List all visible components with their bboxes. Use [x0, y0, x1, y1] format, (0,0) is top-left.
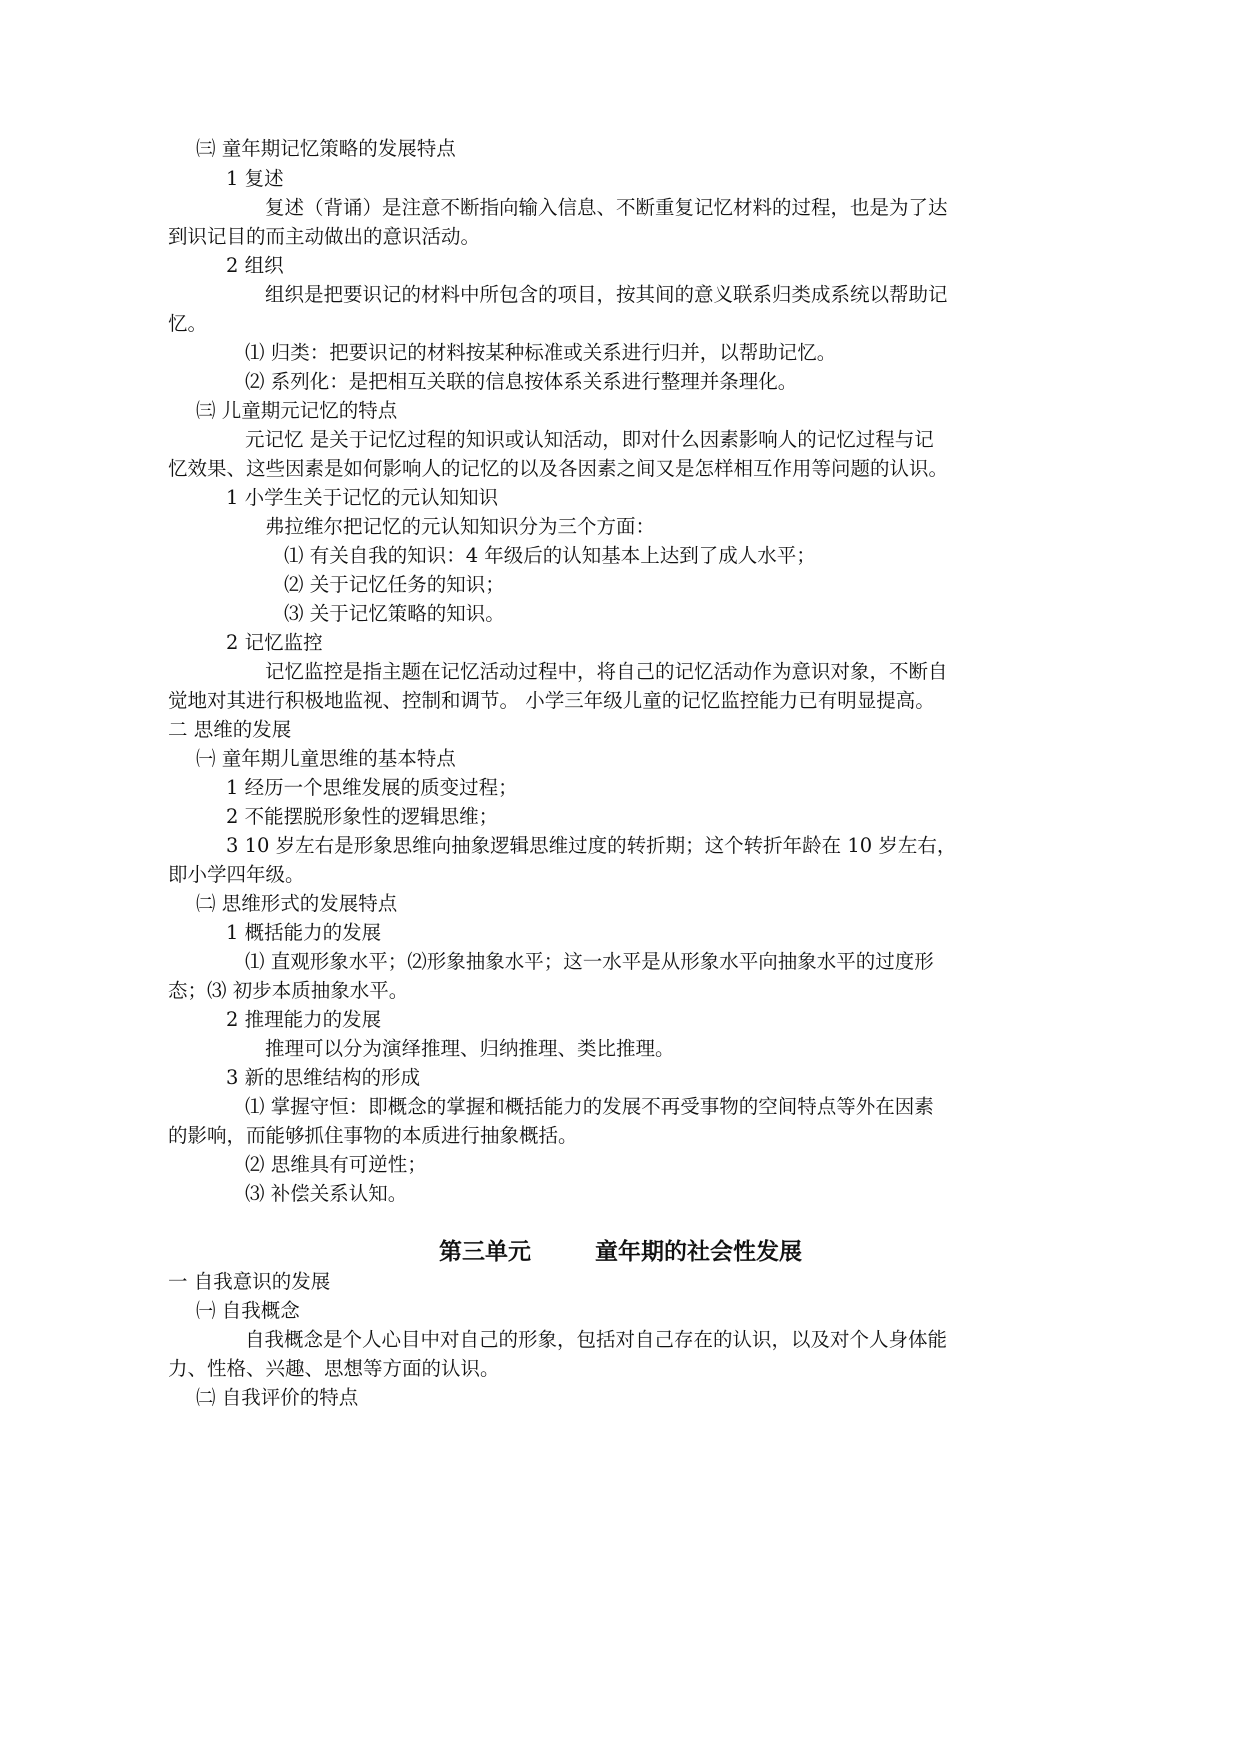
list-item: 3 10 岁左右是形象思维向抽象逻辑思维过度的转折期；这个转折年龄在 10 岁左右，: [226, 834, 957, 857]
list-item: ⑴ 归类：把要识记的材料按某种标准或关系进行归并，以帮助记忆。: [245, 341, 837, 364]
section-title: 第三单元 童年期的社会性发展: [438, 1238, 803, 1265]
paragraph-line: 记忆监控是指主题在记忆活动过程中，将自己的记忆活动作为意识对象，不断自: [265, 660, 948, 683]
heading-thinking-forms: ㈡ 思维形式的发展特点: [196, 892, 398, 915]
paragraph-line: 的影响，而能够抓住事物的本质进行抽象概括。: [168, 1124, 578, 1147]
heading-self-concept: ㈠ 自我概念: [196, 1299, 300, 1322]
paragraph-line: 即小学四年级。: [168, 863, 305, 886]
paragraph-line: 忆。: [168, 312, 208, 335]
heading-memory-strategy: ㈢ 童年期记忆策略的发展特点: [196, 137, 456, 160]
paragraph-line: 弗拉维尔把记忆的元认知知识分为三个方面：: [265, 515, 656, 538]
heading-self-awareness: 一 自我意识的发展: [168, 1270, 331, 1293]
paragraph-line: 忆效果、这些因素是如何影响人的记忆的以及各因素之间又是怎样相互作用等问题的认识。: [168, 457, 949, 480]
list-item: ⑵ 系列化：是把相互关联的信息按体系关系进行整理并条理化。: [245, 370, 798, 393]
subheading-organization: 2 组织: [226, 254, 284, 277]
list-item: ⑵ 思维具有可逆性；: [245, 1153, 427, 1176]
paragraph-line: 力、性格、兴趣、思想等方面的认识。: [168, 1357, 500, 1380]
list-item: 2 不能摆脱形象性的逻辑思维；: [226, 805, 499, 828]
list-item: ⑶ 补偿关系认知。: [245, 1182, 408, 1205]
paragraph-line: 复述（背诵）是注意不断指向输入信息、不断重复记忆材料的过程，也是为了达: [265, 196, 948, 219]
paragraph-line: 态；⑶ 初步本质抽象水平。: [168, 979, 409, 1002]
subheading-structure: 3 新的思维结构的形成: [226, 1066, 421, 1089]
subheading-generalization: 1 概括能力的发展: [226, 921, 382, 944]
paragraph-line: ⑴ 直观形象水平；⑵形象抽象水平；这一水平是从形象水平向抽象水平的过度形: [245, 950, 934, 973]
subheading-reasoning: 2 推理能力的发展: [226, 1008, 382, 1031]
paragraph-line: 自我概念是个人心目中对自己的形象，包括对自己存在的认识，以及对个人身体能: [245, 1328, 948, 1351]
list-item: ⑴ 有关自我的知识：4 年级后的认知基本上达到了成人水平；: [284, 544, 816, 567]
paragraph-line: 到识记目的而主动做出的意识活动。: [168, 225, 481, 248]
list-item: 1 经历一个思维发展的质变过程；: [226, 776, 518, 799]
paragraph-line: 觉地对其进行积极地监视、控制和调节。 小学三年级儿童的记忆监控能力已有明显提高。: [168, 689, 935, 712]
heading-self-evaluation: ㈡ 自我评价的特点: [196, 1386, 359, 1409]
subheading-metacognition: 1 小学生关于记忆的元认知知识: [226, 486, 499, 509]
paragraph-line: 推理可以分为演绎推理、归纳推理、类比推理。: [265, 1037, 675, 1060]
list-item: ⑵ 关于记忆任务的知识；: [284, 573, 505, 596]
paragraph-line: ⑴ 掌握守恒：即概念的掌握和概括能力的发展不再受事物的空间特点等外在因素: [245, 1095, 934, 1118]
subheading-rehearsal: 1 复述: [226, 167, 284, 190]
heading-thinking-features: ㈠ 童年期儿童思维的基本特点: [196, 747, 456, 770]
heading-thinking: 二 思维的发展: [168, 718, 292, 741]
subheading-monitoring: 2 记忆监控: [226, 631, 323, 654]
paragraph-line: 组织是把要识记的材料中所包含的项目，按其间的意义联系归类成系统以帮助记: [265, 283, 948, 306]
heading-metamemory: ㈢ 儿童期元记忆的特点: [196, 399, 398, 422]
list-item: ⑶ 关于记忆策略的知识。: [284, 602, 505, 625]
paragraph-line: 元记忆 是关于记忆过程的知识或认知活动，即对什么因素影响人的记忆过程与记: [245, 428, 934, 451]
